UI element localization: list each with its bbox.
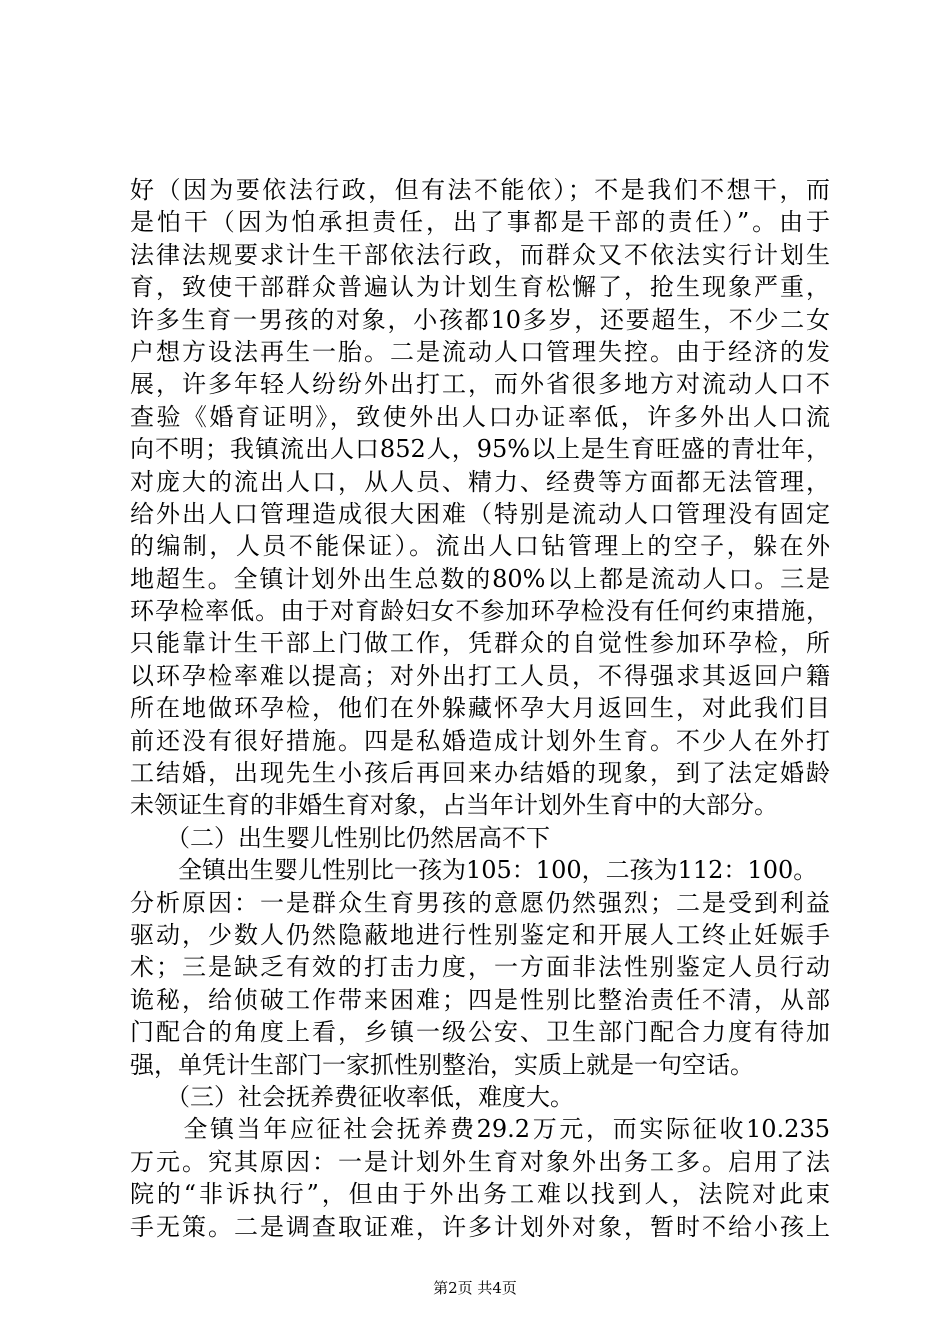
text-line: 给外出人口管理造成很大困难（特别是流动人口管理没有固定: [130, 499, 830, 528]
text-line: 工结婚，出现先生小孩后再回来办结婚的现象，到了法定婚龄: [130, 759, 830, 788]
text-line: 展，许多年轻人纷纷外出打工，而外省很多地方对流动人口不: [130, 370, 830, 399]
text-line: （三）社会抚养费征收率低，难度大。: [130, 1082, 574, 1111]
text-line: 门配合的角度上看，乡镇一级公安、卫生部门配合力度有待加: [130, 1018, 830, 1047]
text-line: 所在地做环孕检，他们在外躲藏怀孕大月返回生，对此我们目: [130, 694, 830, 723]
text-line: 好（因为要依法行政，但有法不能依）；不是我们不想干，而: [130, 176, 830, 204]
text-line: 只能靠计生干部上门做工作，凭群众的自觉性参加环孕检，所: [130, 629, 830, 658]
text-line: （二）出生婴儿性别比仍然居高不下: [130, 823, 550, 852]
text-line: 诡秘，给侦破工作带来困难；四是性别比整治责任不清，从部: [130, 985, 830, 1014]
text-line: 户想方设法再生一胎。二是流动人口管理失控。由于经济的发: [130, 337, 830, 366]
text-line: 以环孕检率难以提高；对外出打工人员，不得强求其返回户籍: [130, 661, 830, 690]
text-line: 环孕检率低。由于对育龄妇女不参加环孕检没有任何约束措施，: [130, 597, 830, 626]
text-line: 的编制，人员不能保证）。流出人口钻管理上的空子，躲在外: [130, 532, 830, 561]
text-line: 全镇当年应征社会抚养费29.2万元，而实际征收10.235: [130, 1115, 830, 1144]
text-line: 全镇出生婴儿性别比一孩为105：100，二孩为112：100。: [130, 856, 818, 885]
text-line: 分析原因：一是群众生育男孩的意愿仍然强烈；二是受到利益: [130, 888, 830, 917]
text-line: 向不明；我镇流出人口852人，95%以上是生育旺盛的青壮年，: [130, 435, 830, 464]
text-line: 院的“非诉执行”，但由于外出务工难以找到人，法院对此束: [130, 1180, 830, 1209]
text-line: 法律法规要求计生干部依法行政，而群众又不依法实行计划生: [130, 240, 830, 269]
text-line: 万元。究其原因：一是计划外生育对象外出务工多。启用了法: [130, 1147, 830, 1176]
text-line: 是怕干（因为怕承担责任，出了事都是干部的责任）”。由于: [130, 208, 830, 237]
text-line: 查验《婚育证明》，致使外出人口办证率低，许多外出人口流: [130, 402, 830, 431]
text-line: 强，单凭计生部门一家抓性别整治，实质上就是一句空话。: [130, 1050, 754, 1079]
text-line: 未领证生育的非婚生育对象，占当年计划外生育中的大部分。: [130, 791, 778, 820]
text-line: 手无策。二是调查取证难，许多计划外对象，暂时不给小孩上: [130, 1212, 830, 1241]
text-line: 前还没有很好措施。四是私婚造成计划外生育。不少人在外打: [130, 726, 830, 755]
text-line: 地超生。全镇计划外出生总数的80%以上都是流动人口。三是: [130, 564, 830, 593]
page-footer: 第2页 共4页: [433, 1279, 517, 1297]
text-line: 育，致使干部群众普遍认为计划生育松懈了，抢生现象严重，: [130, 273, 830, 302]
text-line: 驱动，少数人仍然隐蔽地进行性别鉴定和开展人工终止妊娠手: [130, 920, 830, 949]
document-body: [130, 174, 830, 1243]
text-line: 许多生育一男孩的对象，小孩都10多岁，还要超生，不少二女: [130, 305, 830, 334]
text-line: 术；三是缺乏有效的打击力度，一方面非法性别鉴定人员行动: [130, 953, 830, 982]
text-line: 对庞大的流出人口，从人员、精力、经费等方面都无法管理，: [130, 467, 830, 496]
